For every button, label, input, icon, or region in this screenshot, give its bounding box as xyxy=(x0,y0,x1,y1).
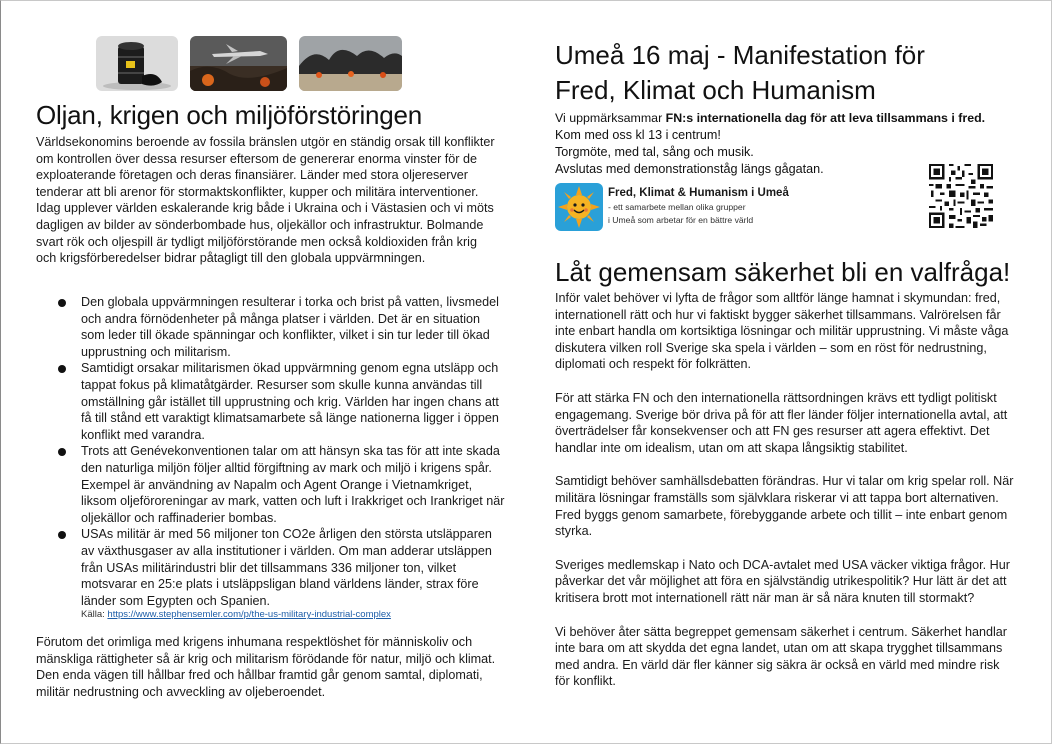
source-link[interactable]: https://www.stephensemler.com/p/the-us-military-industrial-complex xyxy=(107,609,391,621)
paragraph: Vi behöver åter sätta begreppet gemensam säkerhet i centrum. Säkerhet handlar inte bara om att skydda det egna landet, utan om att skapa trygghet tillsammans med andra. En värld där fler känner sig säkra är också en värld med mindre risk för konflikt. xyxy=(555,624,1008,689)
bullet-text: USAs militär är med 56 miljoner ton CO2e årligen den största utsläpparen av växthusgaser av alla institutioner i världen. Om man adderar utsläppen från USAs militärindustri blir det tillsammans 336 miljoner ton, vilket motsvarar en 25:e plats i utsläppsligan bland världens länder, strax före länder som Egypten och Spanien. xyxy=(81,527,492,608)
article-body xyxy=(555,290,1017,707)
source-label: Källa: xyxy=(81,609,105,621)
list-item xyxy=(36,360,506,443)
organizer-sub-2: i Umeå som arbetar för en bättre värld xyxy=(608,215,754,225)
list-item xyxy=(36,526,506,621)
event-title-line-2: Fred, Klimat och Humanism xyxy=(555,75,876,105)
organizer-name: Fred, Klimat & Humanism i Umeå xyxy=(608,187,789,199)
bullet-icon xyxy=(58,299,66,307)
oil-barrel-photo xyxy=(96,36,178,91)
organizer-block xyxy=(555,183,789,231)
paragraph: Samtidigt behöver samhällsdebatten förändras. Hur vi talar om krig spelar roll. När militära lösningar framställs som självklara riskerar vi att tappa bort alternativen. Fred byggs genom samarbete, förebyggande arbete och tillit – inte enbart genom styrka. xyxy=(555,474,1014,539)
paragraph: Inför valet behöver vi lyfta de frågor som alltför länge hamnat i skymundan: fred, internationell rätt och hur vi faktiskt bygger säkerhet tillsammans. Valrörelsen får inte enbart handla om kortsiktiga lösningar och militär upprustning. Vi måste våga diskutera vilken roll Sverige ska spela i världen – som en röst för nedrustning, diplomati och respekt för folkrätten. xyxy=(555,291,1009,372)
event-title-line-1: Umeå 16 maj - Manifestation för xyxy=(555,40,925,70)
intro-paragraph: Världsekonomins beroende av fossila bränslen utgör en ständig orsak till konflikter om kontrollen över dessa resurser eftersom de genererar enorma vinster för de exploaterande företagen och deras finansiärer. Länder med stora oljereserver tenderar att bli arenor för stormaktskonflikter, kupper och militära interventioner. Idag upplever världen eskalerande krig både i Ukraina och i Västasien och vi möts dagligen av bilder av sönderbombade hus, oljekällor och infrastruktur. Bolmande svart rök och oljespill är tydligt miljöförstörande men också koldioxiden från krig och krigsförberedelser bidrar påtagligt till den globala uppvärmningen. xyxy=(36,135,495,266)
bullet-text: Trots att Genévekonventionen talar om att hänsyn ska tas för att inte skada den naturliga miljön följer alltid förgiftning av mark och miljö i krigens spår. Exempel är användning av Napalm och Agent Orange i Vietnamkriget, liksom oljeföroreningar av mark, vatten och luft i Irakkriget och Irankriget när oljekällor och raffinaderier bombas. xyxy=(81,444,505,525)
organizer-sub-1: - ett samarbete mellan olika grupper xyxy=(608,202,746,212)
source-line xyxy=(81,608,506,621)
article-title: Oljan, krigen och miljöförstöringen xyxy=(36,100,423,130)
bullet-text: Den globala uppvärmningen resulterar i torka och brist på vatten, livsmedel och andra förnödenheter på många platser i världen. Det är en situation som leder till ökade spänningar och konflikter, vilket i sin tur leder till ökad upprustning och militarism. xyxy=(81,295,499,359)
list-item xyxy=(36,443,506,526)
event-line-1-prefix: Vi uppmärksammar xyxy=(555,111,666,125)
bullet-icon xyxy=(58,531,66,539)
bullet-list xyxy=(36,294,506,621)
paragraph: Sveriges medlemskap i Nato och DCA-avtalet med USA väcker viktiga frågor. Hur påverkar det vår möjlighet att föra en självständig utrikespolitik? Hur lätt är det att kritisera brott mot internationell rätt när man är så nära knuten till stormakt? xyxy=(555,557,1010,605)
photo-strip xyxy=(96,36,402,91)
right-column xyxy=(555,38,1025,689)
organizer-text xyxy=(608,186,789,226)
event-line-3: Torgmöte, med tal, sång och musik. xyxy=(555,145,754,159)
bullet-icon xyxy=(58,365,66,373)
sun-logo xyxy=(555,183,603,231)
event-line-1 xyxy=(555,110,1025,127)
event-title xyxy=(555,38,1025,108)
burning-oilfield-photo xyxy=(299,36,402,91)
fighter-jet-photo xyxy=(190,36,287,91)
outro-paragraph: Förutom det orimliga med krigens inhumana respektlöshet för människoliv och mänskliga rättigheter så är krig och militarism förödande för natur, miljö och klimat. Den enda vägen till hållbar fred och hållbar framtid går genom samtal, diplomati, militär nedrustning och avveckling av oljeberoendet. xyxy=(36,635,496,699)
event-line-1-bold: FN:s internationella dag för att leva tillsammans i fred. xyxy=(665,111,986,125)
event-line-4: Avslutas med demonstrationståg längs gågatan. xyxy=(555,162,824,176)
bullet-text: Samtidigt orsakar militarismen ökad uppvärmning genom egna utsläpp och tappat fokus på klimatåtgärder. Resurser som skulle kunna användas till omställning går istället till upprustning och krig. Världen har ingen chans att få till stånd ett varaktigt klimatsamarbete så länge nationerna ligger i öppen konflikt med varandra. xyxy=(81,361,499,442)
section-title: Låt gemensam säkerhet bli en valfråga! xyxy=(555,257,1011,287)
qr-code[interactable] xyxy=(929,164,993,228)
event-line-2: Kom med oss kl 13 i centrum! xyxy=(555,128,721,142)
paragraph: För att stärka FN och den internationella rättsordningen krävs ett tydligt politiskt engagemang. Sverige bör driva på för att fler länder följer internationella avtal, att överträdelser får konsekvenser och att FN ges resurser att agera effektivt. Det handlar inte om idealism, utan om att skapa långsiktig stabilitet. xyxy=(555,390,1008,455)
list-item xyxy=(36,294,506,360)
bullet-icon xyxy=(58,448,66,456)
